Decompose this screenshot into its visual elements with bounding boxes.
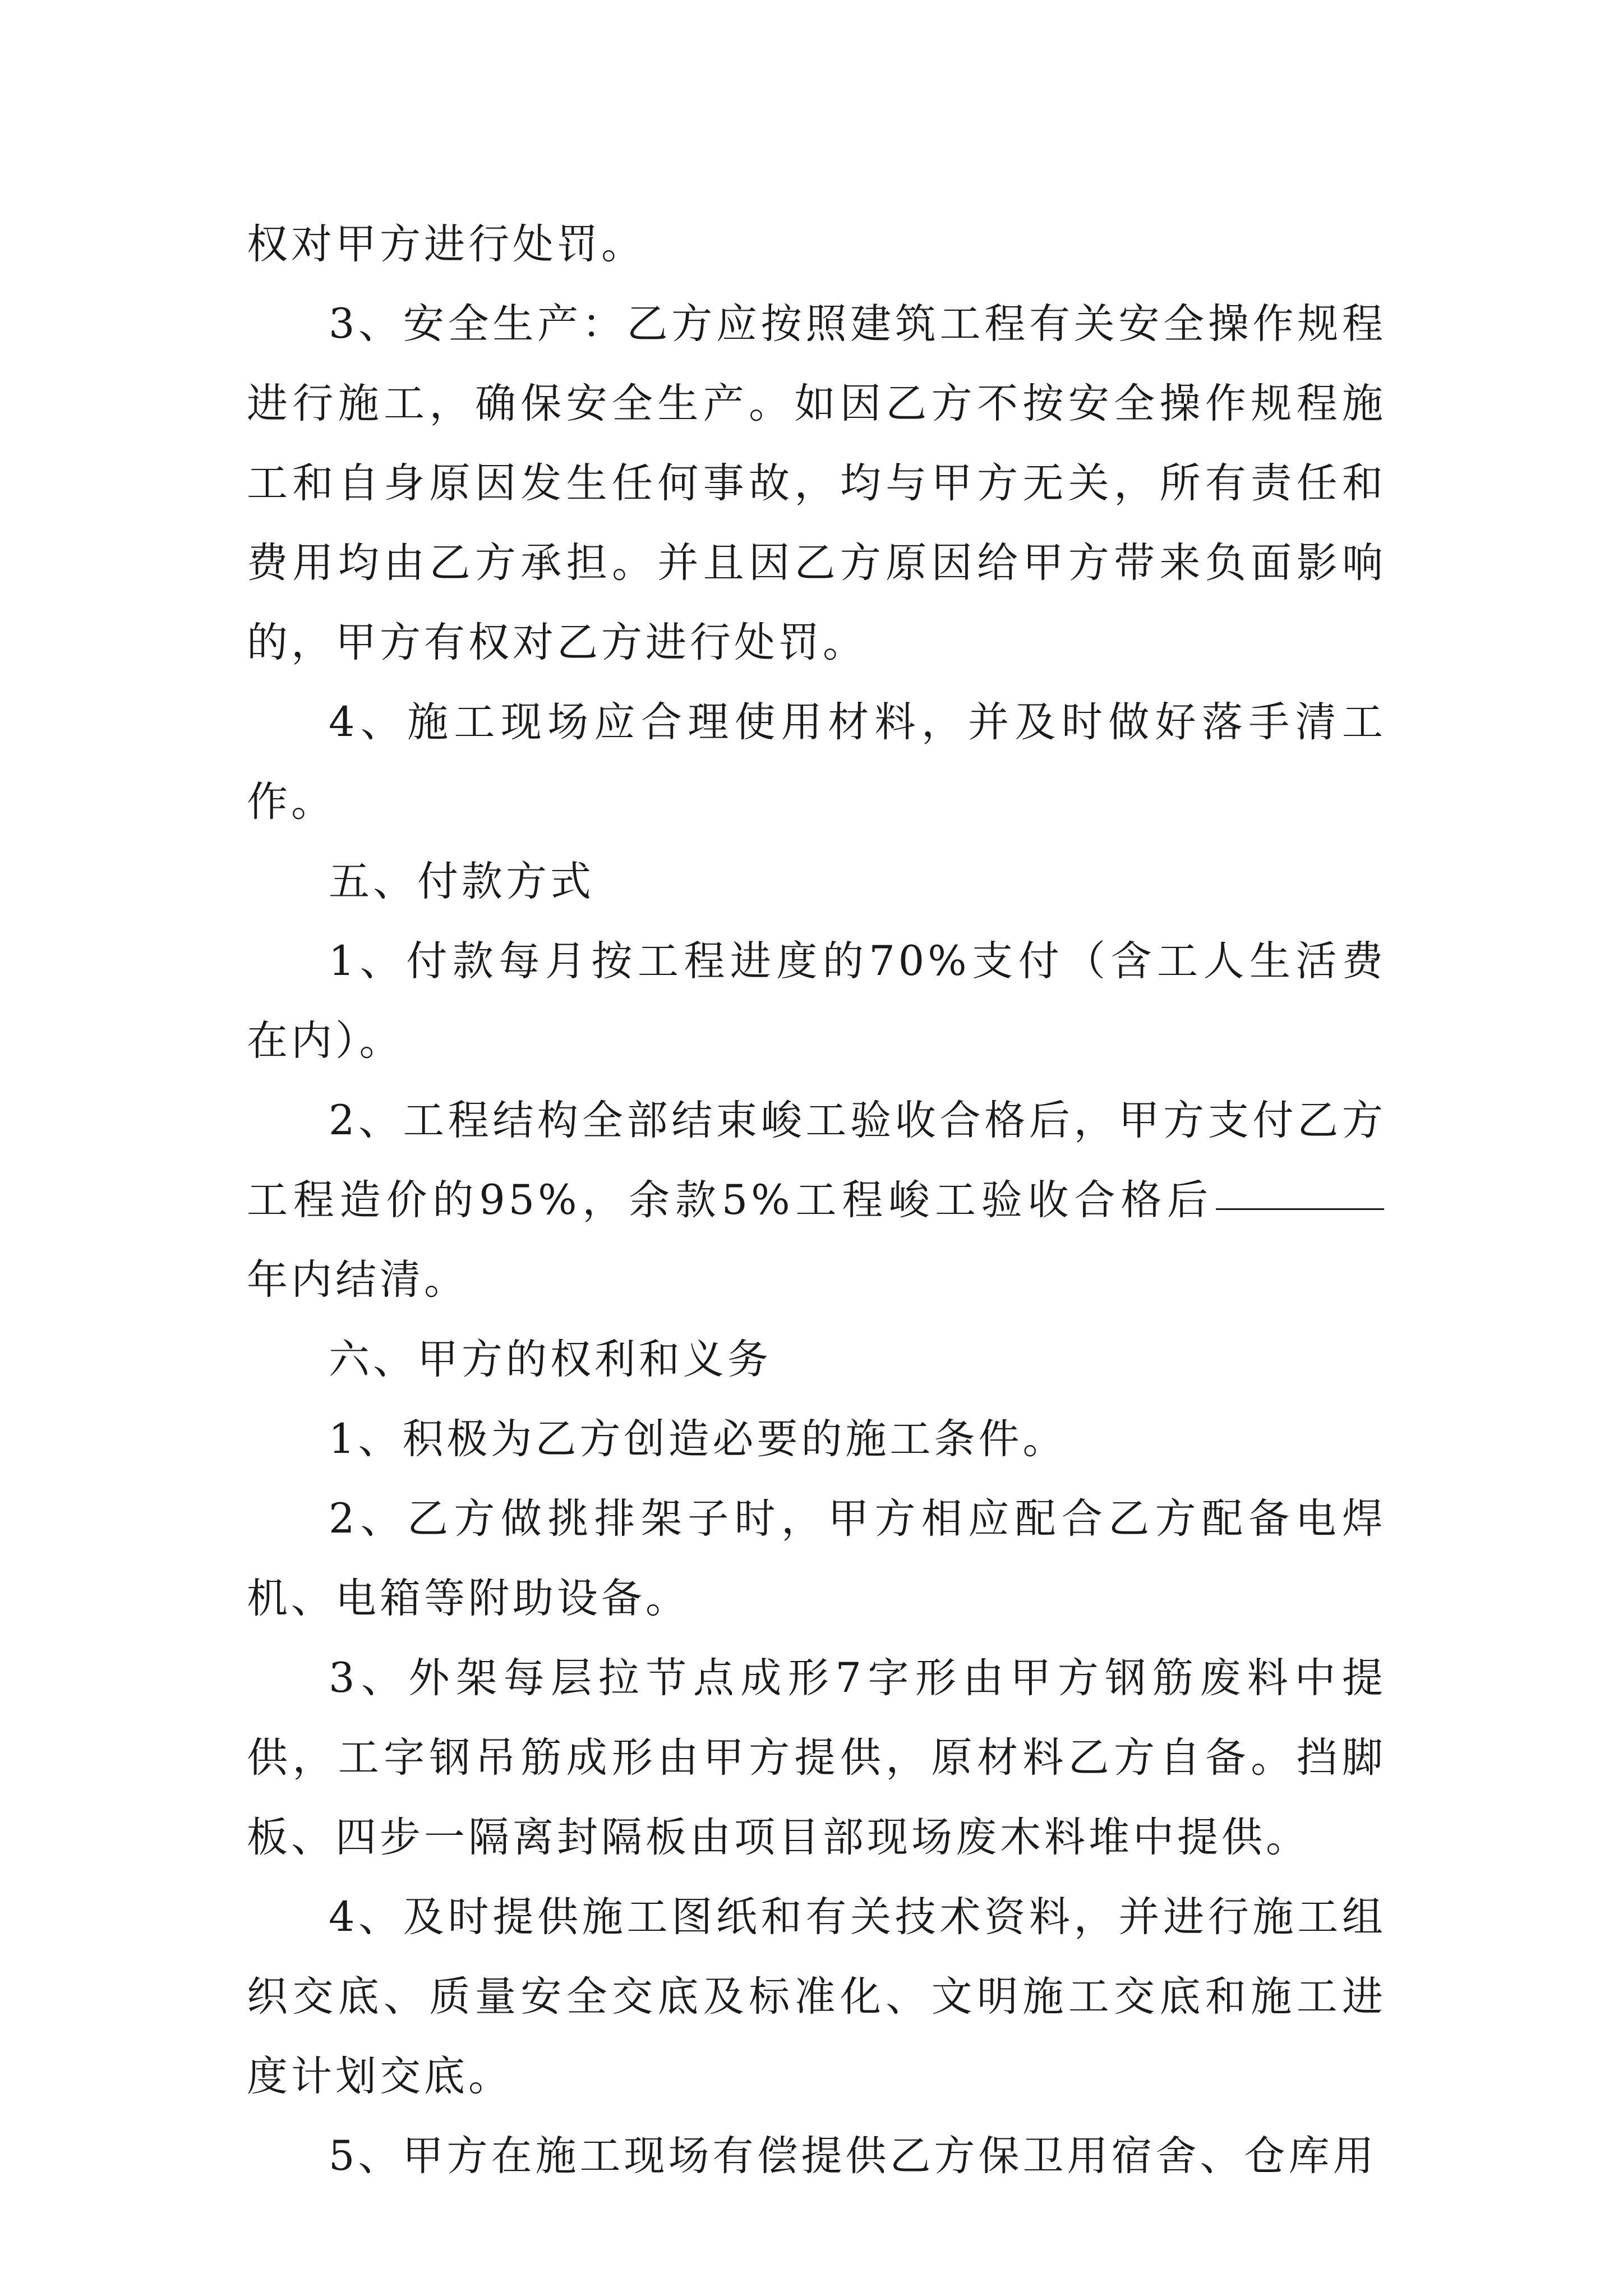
- paragraph-monthly-payment: 1、付款每月按工程进度的70%支付（含工人生活费在内）。: [247, 937, 1386, 1065]
- paragraph-final-payment: [247, 1081, 1386, 1320]
- paragraph-site-accommodation: 5、甲方在施工现场有偿提供乙方保卫用宿舍、仓库用: [329, 2132, 1377, 2180]
- document-body: [247, 205, 1386, 2196]
- final-payment-text-start: 2、工程结构全部结束峻工验收合格后，甲方支付乙方工程造价的95%，余款5%工程峻工验收合格后: [247, 1097, 1386, 1224]
- paragraph-construction-conditions: 1、积极为乙方创造必要的施工条件。: [329, 1415, 1067, 1463]
- paragraph-safety-production: 3、安全生产：乙方应按照建筑工程有关安全操作规程进行施工，确保安全生产。如因乙方不按安全操作规程施工和自身原因发生任何事故，均与甲方无关，所有责任和费用均由乙方承担。并且因乙方原因给甲方带来负面影响的，甲方有权对乙方进行处罚。: [247, 300, 1386, 666]
- paragraph-materials-supply: 3、外架每层拉节点成形7字形由甲方钢筋废料中提供，工字钢吊筋成形由甲方提供，原材料乙方自备。挡脚板、四步一隔离封隔板由项目部现场废木料堆中提供。: [247, 1654, 1386, 1861]
- paragraph-scaffold-equipment: 2、乙方做挑排架子时，甲方相应配合乙方配备电焊机、电箱等附助设备。: [247, 1495, 1386, 1622]
- section-heading-party-a-rights: 六、甲方的权利和义务: [329, 1336, 772, 1383]
- paragraph-drawings-briefing: 4、及时提供施工图纸和有关技术资料，并进行施工组织交底、质量安全交底及标准化、文明施工交底和施工进度计划交底。: [247, 1893, 1386, 2100]
- blank-fill-line: [1216, 1208, 1384, 1210]
- paragraph-continuation: 权对甲方进行处罚。: [247, 220, 645, 268]
- final-payment-text-end: 年内结清。: [247, 1256, 468, 1304]
- section-heading-payment-method: 五、付款方式: [329, 858, 594, 905]
- paragraph-material-usage: 4、施工现场应合理使用材料，并及时做好落手清工作。: [247, 698, 1386, 826]
